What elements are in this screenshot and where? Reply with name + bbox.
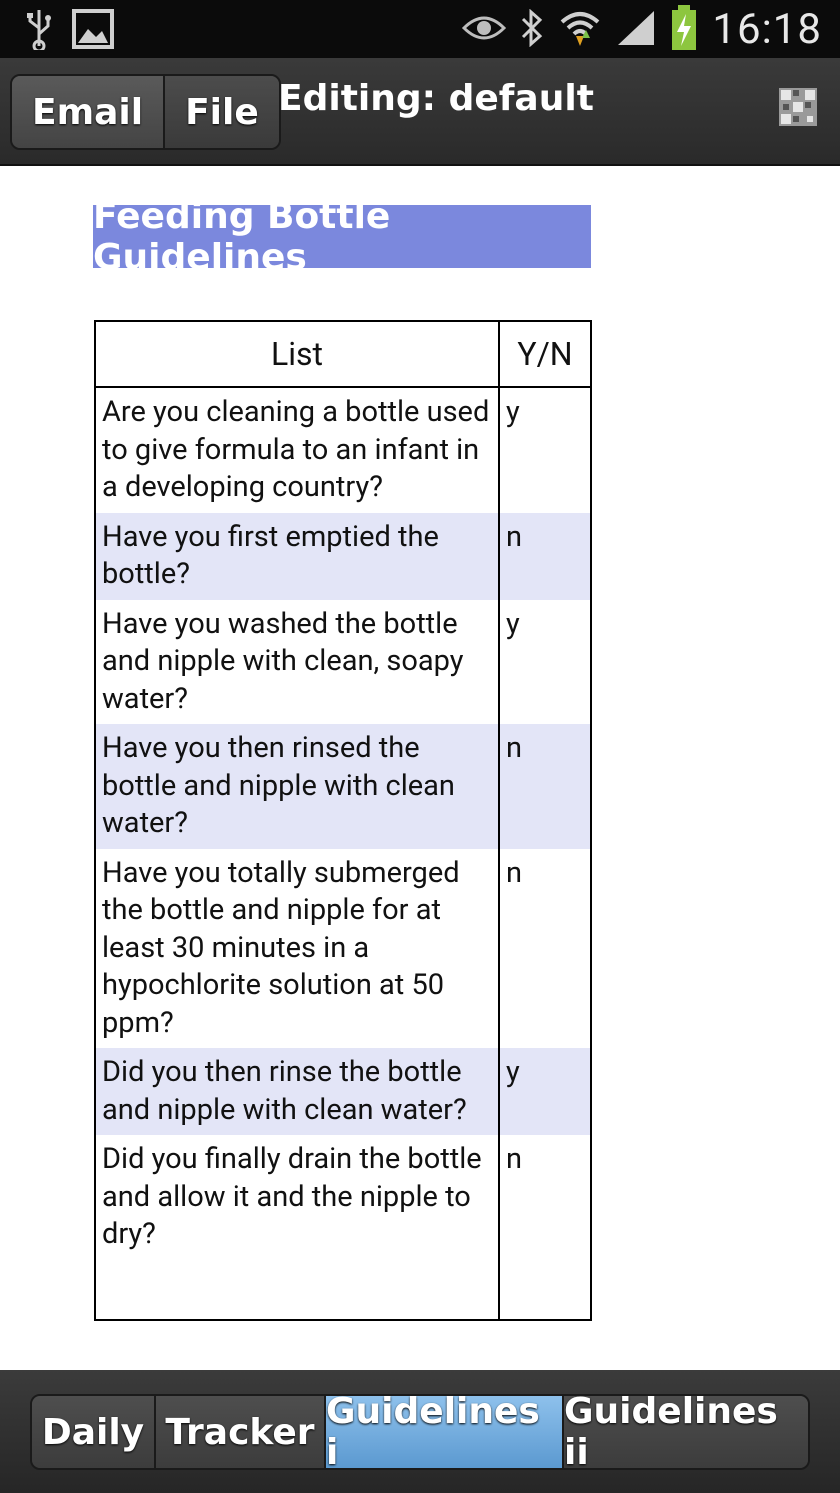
image-icon — [72, 9, 114, 53]
tab-guidelines-i[interactable]: Guidelines i — [324, 1396, 562, 1468]
question-cell: Have you washed the bottle and nipple with clean, soapy water? — [95, 600, 499, 725]
answer-cell[interactable]: n — [499, 1135, 591, 1260]
question-cell: Are you cleaning a bottle used to give formula to an infant in a developing country? — [95, 387, 499, 513]
answer-cell[interactable]: y — [499, 387, 591, 513]
question-cell: Did you then rinse the bottle and nipple with clean water? — [95, 1048, 499, 1135]
tab-daily[interactable]: Daily — [32, 1396, 154, 1468]
question-cell: Have you totally submerged the bottle and nipple for at least 30 minutes in a hypochlorite solution at 50 ppm? — [95, 849, 499, 1049]
clock: 16:18 — [712, 5, 822, 54]
table-row[interactable] — [95, 387, 591, 513]
signal-icon — [616, 9, 656, 51]
table-row[interactable] — [95, 600, 591, 725]
question-cell: Have you first emptied the bottle? — [95, 513, 499, 600]
tab-guidelines-ii[interactable]: Guidelines ii — [562, 1396, 808, 1468]
guidelines-table — [94, 320, 592, 1321]
usb-icon — [24, 8, 54, 54]
eye-icon — [462, 13, 506, 47]
bluetooth-icon — [520, 9, 544, 51]
answer-cell[interactable]: n — [499, 724, 591, 849]
table-header-row — [95, 321, 591, 387]
tab-group — [30, 1394, 810, 1470]
qr-code-icon[interactable] — [779, 88, 817, 126]
battery-charging-icon — [670, 5, 698, 55]
wifi-icon — [558, 8, 602, 52]
email-button[interactable]: Email — [12, 76, 163, 148]
answer-cell[interactable]: n — [499, 513, 591, 600]
answer-cell[interactable]: n — [499, 849, 591, 1049]
table-row[interactable] — [95, 513, 591, 600]
bottom-tab-bar — [0, 1370, 840, 1493]
list-column-header: List — [95, 321, 499, 387]
file-button[interactable]: File — [163, 76, 279, 148]
section-heading: Feeding Bottle Guidelines — [93, 205, 591, 268]
table-row[interactable] — [95, 1048, 591, 1135]
action-bar — [0, 58, 840, 166]
answer-cell[interactable]: y — [499, 1048, 591, 1135]
table-filler-row — [95, 1260, 591, 1320]
action-button-group — [10, 74, 281, 150]
table-row[interactable] — [95, 724, 591, 849]
answer-cell[interactable]: y — [499, 600, 591, 725]
table-row[interactable] — [95, 849, 591, 1049]
question-cell: Did you finally drain the bottle and allow it and the nipple to dry? — [95, 1135, 499, 1260]
empty-cell — [499, 1260, 591, 1320]
empty-cell — [95, 1260, 499, 1320]
page-title: Editing: default — [278, 78, 594, 119]
status-bar — [0, 0, 840, 58]
question-cell: Have you then rinsed the bottle and nipple with clean water? — [95, 724, 499, 849]
table-row[interactable] — [95, 1135, 591, 1260]
yn-column-header: Y/N — [499, 321, 591, 387]
tab-tracker[interactable]: Tracker — [154, 1396, 324, 1468]
